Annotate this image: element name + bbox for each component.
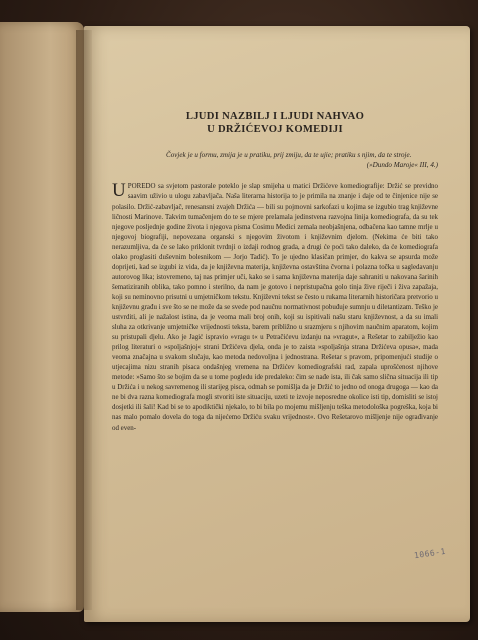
body-paragraph: POREDO sa svjetom pastorale poteklo je slap smijeha u matici Držićeve komediografije: Držić se previdno saavim uživio u ulogu zabavljača. Naša literarna historija to je primila na znanje i daje od te činjenice nije se polasilo. Držić-zabavljač, renesansni zvajeh Držića — bili su pojmovni sarkofazi u kojima se izgubio trag književne ličnosti Marinove. Takvim tumačenjem do te se mjere prelamala jedinstvena razvojna linija komediografa, da su tek njegove posljednje godine života i njegova pisma Cosimu Medici zemala neobjašnjena, odbačena kao tamne mrlje u njegovoj biografiji, nepovezana organski s njegovim životom i književnim djelom. (Nekima će biti tako nerazumljiva, da će se lako priklonit tvrdnji o izdaji rodnog grada, a drugi će poći tako daleko, da će komediografa olako proglasiti duševnim bolesnikom — Jorjo Tadić). To je ujedno klasičan primjer, do kakva se apsurda može doprijeti, kad se izgubi iz vida, da je književna materija, književna ostavština čvorna i polazna točka u sagledavanju autorovog lika; istovremeno, taj nas primjer uči, kako se i sama književna materija daje sahraniti u nakovana šarinih šematiziranih oblika, tako pomno i sterilno, da nam je gotovo i nepristupačna golo tinja žive riječi i živa zapažaja, koji su neminovno prisutni u umjetničkom tekstu. Književni tekst se često u rukama literarnih historičara pretvorio u književnu građu i sve što se ne može da se svede pod naučnu normativnost pobuđuje sumnju u diletantizam. Teško je ustvrditi, ali je nažalost istina, da je veoma mali broj onih, koji su ispitivali našu staru književnost, a da su imali sluha za otkrivanje umjetničke vrijednosti teksta, barem približno u srazmjeru s njihovim naučnim aparatom, kojim su pristupali djelu. Ako je Jagić ispravio »vragu t« u Petračićevu izdanju na »vragut«, a Rešetar to zabilježio kao prilog literaturi o »spoljašnjoj« strani Držićeva djela, onda je to zaista »spoljašnja strana Držićeva opusa«, mada veoma značajna u svakom slučaju, kao metoda nedovoljna i jednostrana. Rešetar s pravom, pripomenjući studije o utjecajima nizu stranih pisaca ondašnjeg vremena na Držićev komediografski rad, zapala uprošćenost njihove metode: »Samo što se bojim da se u tome pogledu ide predaleko: čim se nađe ista, ili čak samo slična situacija ili tip u Držića i u nekog savremenog ili starijeg pisca, odmah se pomišlja da je Držić to jedno od onoga drugoga — kao da ne bi dva razna komediografa mogli stvoriti iste situaciju, uzeti te izvoje neposredne okolice isti tip, domisliti se istoj dosjetki ili šali! Kad bi se to apodiktički njekalo, to bi bila po mojemu mišljenju teška metodološka pogreška, koja bi nas malo pomalo dovela do toga da nijećemo Držiću svaku vrijednost«. Ovo Rešetarovo mišljenje nije ograđivanje od even-: [112, 182, 438, 432]
article-body: [112, 181, 438, 432]
page-gutter-shadow: [76, 30, 92, 610]
article-title: [112, 110, 438, 136]
drop-cap: U: [112, 180, 126, 202]
pencil-annotation: 1066-1: [413, 546, 447, 561]
title-line-2: U DRŽIĆEVOJ KOMEDIJI: [207, 124, 343, 135]
title-line-1: LJUDI NAZBILJ I LJUDI NAHVAO: [185, 111, 365, 122]
epigraph-source: (»Dundo Maroje« III, 4.): [366, 161, 438, 170]
epigraph-text: Čovjek je u formu, zmija je u pratiku, prij zmiju, da te ujie; pratiku s njim, da te stroje.: [166, 151, 412, 159]
page-content: [112, 110, 438, 433]
left-page-edge: [0, 22, 84, 612]
epigraph: [166, 150, 438, 170]
book-page: [84, 26, 470, 622]
